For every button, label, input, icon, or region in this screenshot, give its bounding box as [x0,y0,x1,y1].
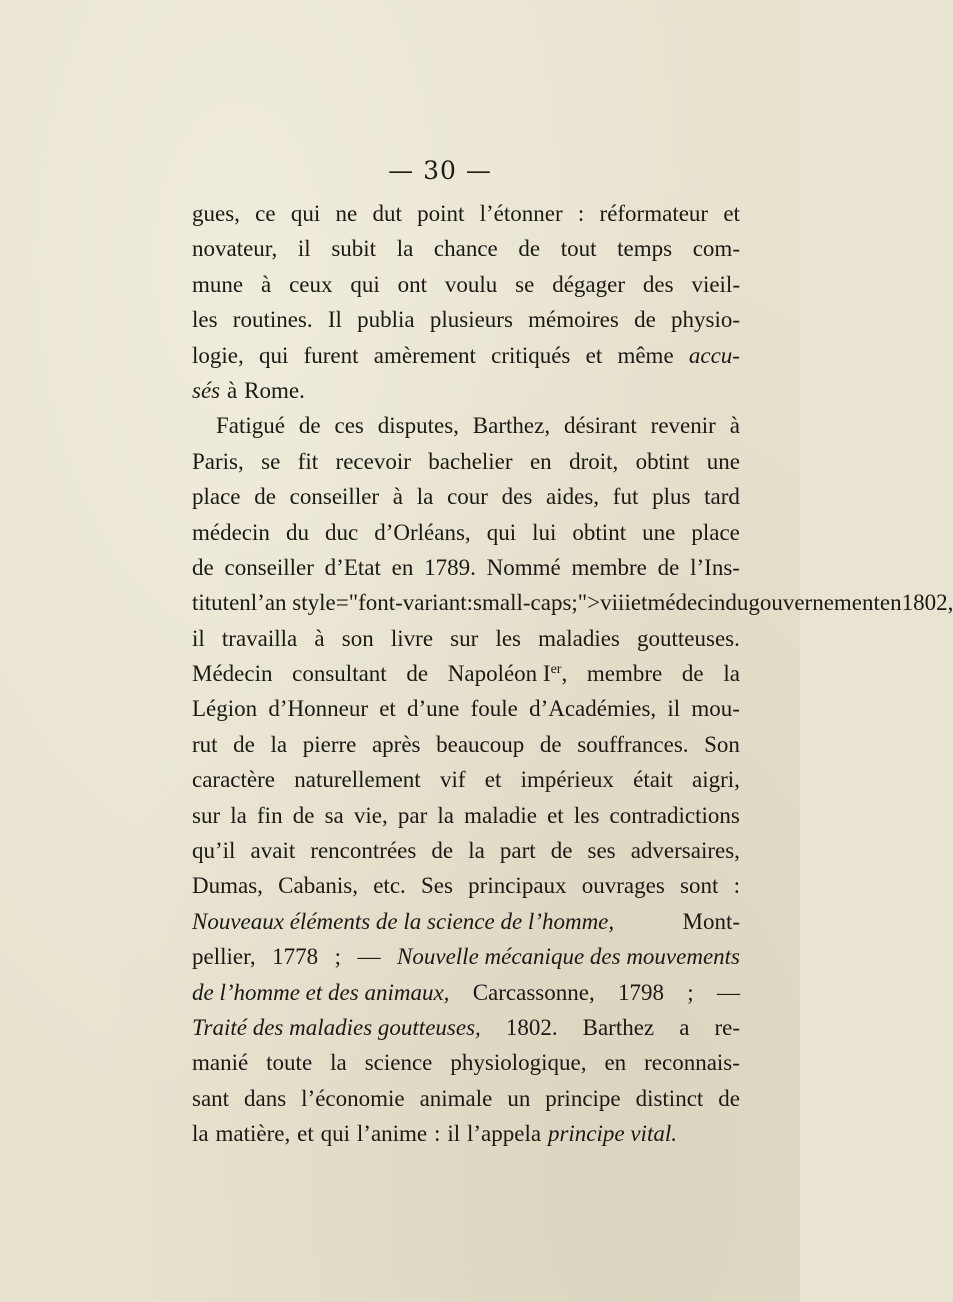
page-number: — 30 — [388,156,492,185]
text-line: Traité des maladies goutteuses, 1802. Barthez a re- [192,1014,740,1040]
text-line: Nouveaux éléments de la science de l’homme, Mont- [192,908,740,934]
text-line: Paris, se fit recevoir bachelier en droit, obtint une [192,448,740,474]
paragraph-1 [192,196,740,408]
text-line: rut de la pierre après beaucoup de souffrances. Son [192,731,740,757]
text-line: Médecin consultant de Napoléon Ier, membre de la [192,661,740,687]
text-line: gues, ce qui ne dut point l’étonner : réformateur et [192,201,740,226]
text-line: mune à ceux qui ont voulu se dégager des vieil- [192,271,740,297]
text-line: logie, qui furent amèrement critiqués et même accu- [192,342,740,368]
text-line: la matière, et qui l’anime : il l’appela principe vital. [192,1121,677,1147]
text-line: sant dans l’économie animale un principe distinct de [192,1085,740,1111]
text-line: place de conseiller à la cour des aides, fut plus tard [192,484,740,510]
text-line: qu’il avait rencontrées de la part de ses adversaires, [192,838,740,864]
paragraph-2 [192,408,953,1151]
text-line: il travailla à son livre sur les maladies goutteuses. [192,625,740,651]
text-line: de conseiller d’Etat en 1789. Nommé membre de l’Ins- [192,554,740,580]
text-line: caractère naturellement vif et impérieux était aigri, [192,767,740,793]
body-text [192,196,953,1152]
text-line: médecin du duc d’Orléans, qui lui obtint une place [192,519,740,545]
text-line: Fatigué de ces disputes, Barthez, désirant revenir à [216,413,740,439]
text-line: Dumas, Cabanis, etc. Ses principaux ouvrages sont : [192,873,740,899]
text-line: les routines. Il publia plusieurs mémoires de physio- [192,307,740,333]
text-line: pellier, 1778 ; — Nouvelle mécanique des mouvements [192,944,740,970]
text-line: sur la fin de sa vie, par la maladie et les contradictions [192,802,740,828]
text-line: de l’homme et des animaux, Carcassonne, 1798 ; — [192,979,740,1005]
text-line: titut en l’an style="font-variant:small-caps;">viii et médecin du gouvernement en 1802, [192,590,953,616]
text-line: sés à Rome. [192,377,305,403]
text-line: Légion d’Honneur et d’une foule d’Académies, il mou- [192,696,740,722]
text-line: manié toute la science physiologique, en reconnais- [192,1050,740,1076]
text-line: novateur, il subit la chance de tout temps com- [192,236,740,262]
